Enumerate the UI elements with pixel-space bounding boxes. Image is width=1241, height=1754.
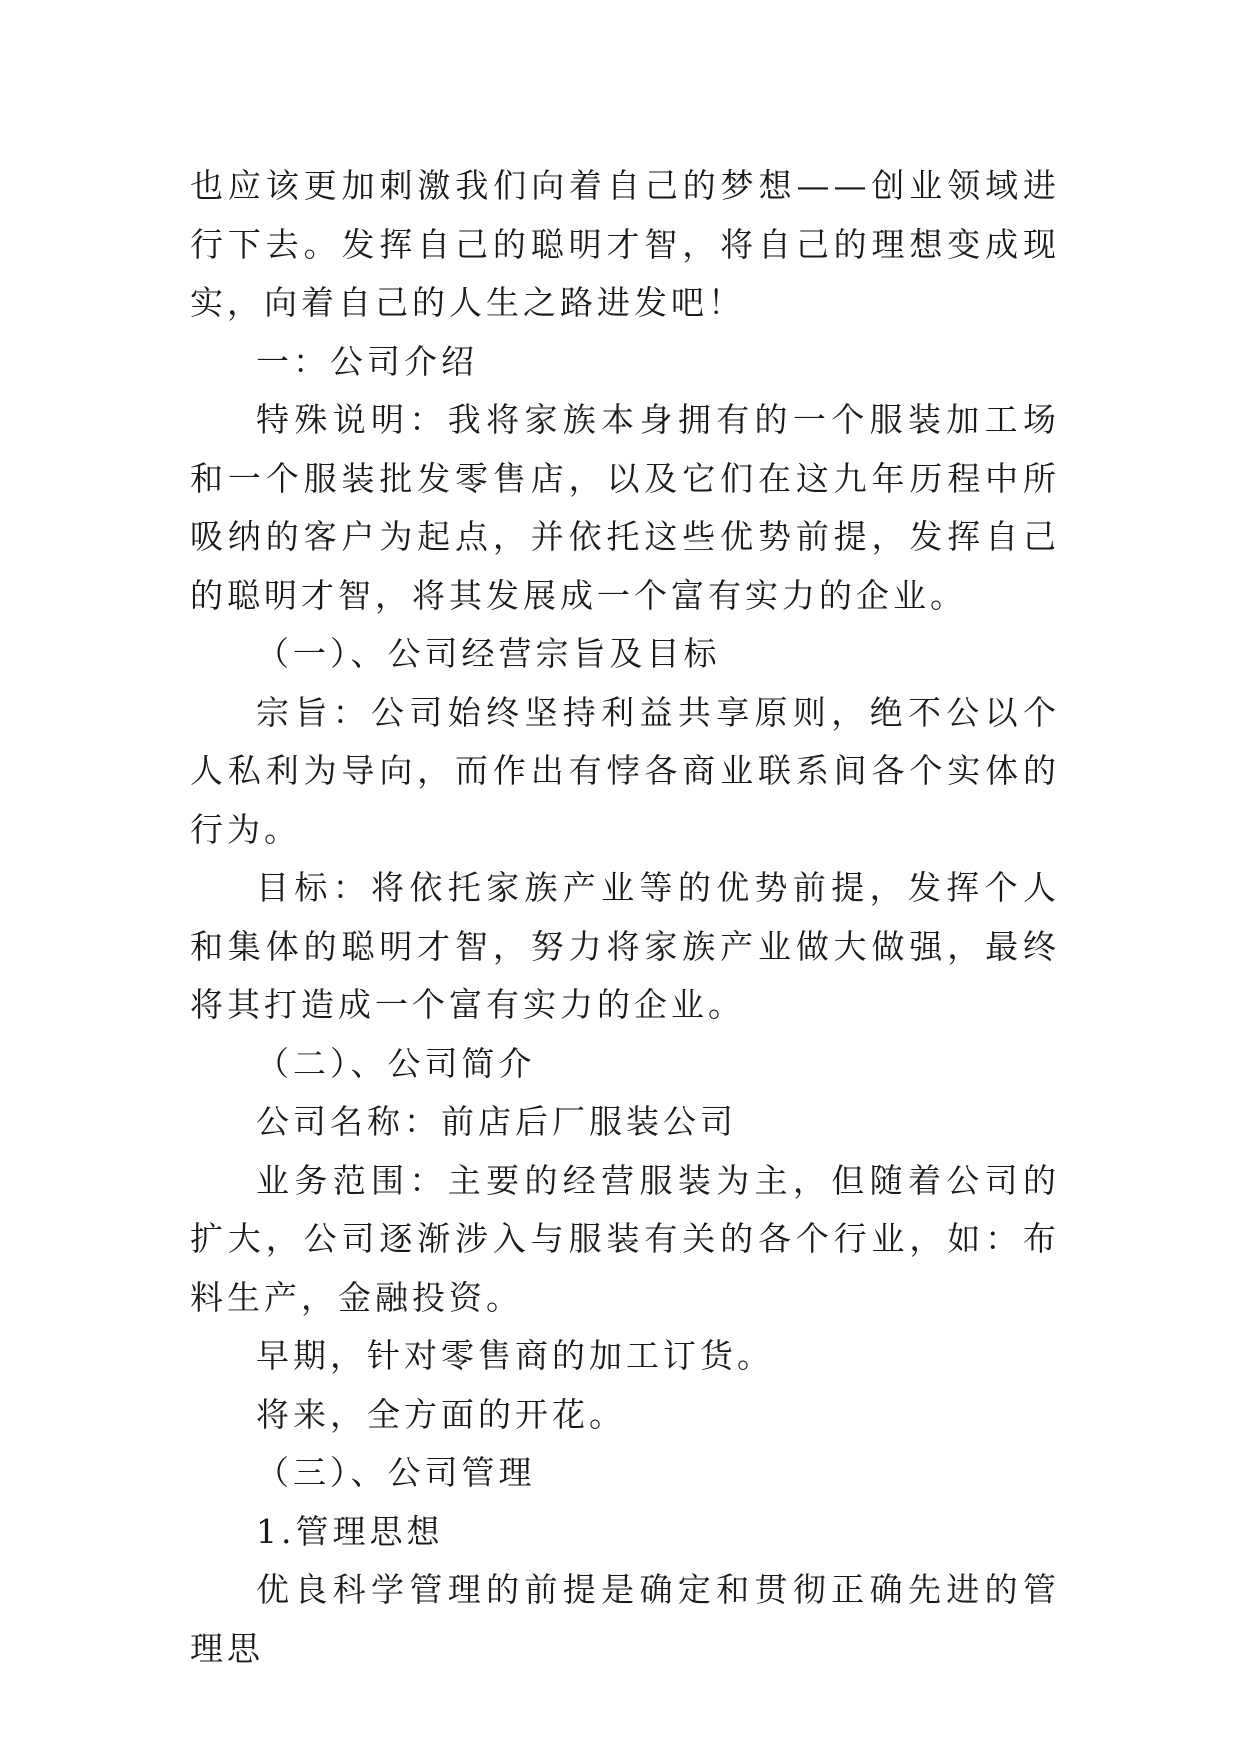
paragraph-purpose: 宗旨：公司始终坚持利益共享原则，绝不公以个人私利为导向，而作出有悖各商业联系间各个实体的行为。 bbox=[190, 692, 1060, 849]
paragraph-business-scope: 业务范围：主要的经营服装为主，但随着公司的扩大，公司逐渐涉入与服装有关的各个行业，如：布料生产，金融投资。 bbox=[190, 1160, 1060, 1317]
subsection-heading-company-profile: （二）、公司简介 bbox=[256, 1043, 536, 1083]
paragraph-continuation: 也应该更加刺激我们向着自己的梦想——创业领域进行下去。发挥自己的聪明才智，将自己的理想变成现实，向着自己的人生之路进发吧！ bbox=[190, 166, 1060, 322]
paragraph-company-name: 公司名称：前店后厂服装公司 bbox=[256, 1102, 737, 1141]
paragraph-management-thought: 优良科学管理的前提是确定和贯彻正确先进的管理思 bbox=[190, 1570, 1060, 1668]
paragraph-early-stage: 早期，针对零售商的加工订货。 bbox=[256, 1336, 774, 1375]
paragraph-special-note: 特殊说明：我将家族本身拥有的一个服装加工场和一个服装批发零售店，以及它们在这九年历程中所吸纳的客户为起点，并依托这些优势前提，发挥自己的聪明才智，将其发展成一个富有实力的企业。 bbox=[190, 400, 1060, 615]
subsection-heading-purpose-goals: （一）、公司经营宗旨及目标 bbox=[256, 634, 721, 673]
paragraph-goal: 目标：将依托家族产业等的优势前提，发挥个人和集体的聪明才智，努力将家族产业做大做强，最终将其打造成一个富有实力的企业。 bbox=[190, 868, 1060, 1024]
paragraph-future: 将来，全方面的开花。 bbox=[256, 1394, 626, 1434]
subsection-heading-management: （三）、公司管理 bbox=[256, 1453, 536, 1492]
paragraph-management-thought-title: 1.管理思想 bbox=[256, 1511, 444, 1551]
document-body bbox=[190, 157, 1060, 1678]
section-heading-company-intro: 一：公司介绍 bbox=[256, 341, 478, 381]
